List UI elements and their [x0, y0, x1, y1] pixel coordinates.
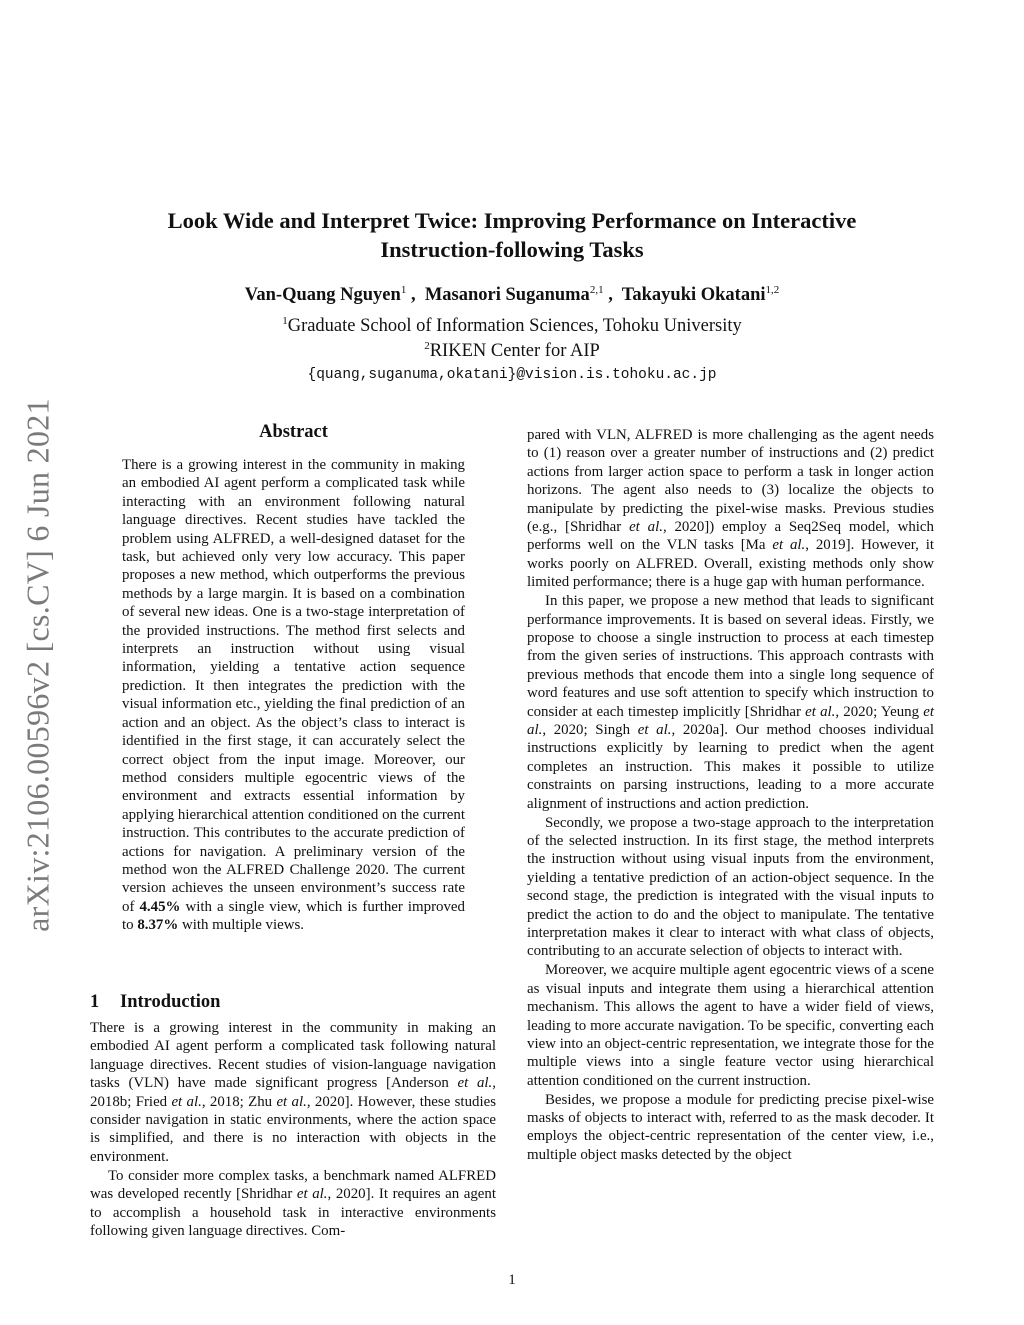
single-view-success-rate: 4.45% [139, 898, 181, 915]
author-list: Van-Quang Nguyen$^1$ , Masanori Suganuma$^{2,1}$ , Takayuki Okatani$^{1,2}$ [244, 284, 780, 306]
abstract-body [122, 456, 465, 935]
right-column-text [527, 426, 934, 1164]
affiliation-2 [100, 340, 924, 362]
author-email: {quang,suganuma,okatani}@vision.is.tohoku.ac.jp [307, 367, 717, 383]
left-column-introduction [90, 1019, 496, 1240]
right-paragraph-4: Moreover, we acquire multiple agent egocentric views of a scene as visual inputs and integrate them using a hierarchical attention mechanism. This allows the agent to have a wider field of views, leading to more accurate navigation. To be specific, converting each view into an object-centric representation, we integrate those for the multiple views into a single feature vector using hierarchical attention conditioned on the current instruction. [527, 962, 934, 1089]
intro-paragraph-2: To consider more complex tasks, a benchmark named ALFRED was developed recently [Shridhar et al., 2020]. It requires an agent to accomplish a household task in interactive environments following given language directives. Com- [90, 1167, 496, 1239]
paper-title-line-1: Look Wide and Interpret Twice: Improving Performance on Interactive [167, 208, 857, 233]
author-name: Van-Quang Nguyen [244, 285, 401, 306]
intro-paragraph-1: There is a growing interest in the community in making an embodied AI agent perform a complicated task following natural language directives. Recent studies of vision-language navigation tasks (VLN) have made significant progress [Anderson et al., 2018b; Fried et al., 2018; Zhu et al., 2020]. However, these studies consider navigation in static environments, where the action space is simplified, and there is no interaction with objects in the environment. [90, 1020, 496, 1165]
author-affil-mark: 1 [400, 284, 407, 296]
multi-view-success-rate: 8.37% [137, 917, 179, 934]
author-affil-mark: 1,2 [765, 284, 780, 296]
right-paragraph-5: Besides, we propose a module for predicting precise pixel-wise masks of objects to interact with, referred to as the mask decoder. It employs the object-centric representation of the center view, i.e., multiple object masks detected by the object [527, 1091, 934, 1163]
right-paragraph-2: In this paper, we propose a new method that leads to significant performance improvements. It is based on several ideas. Firstly, we propose to choose a single instruction to process at each timestep from the given series of instructions. This approach contrasts with previous methods that encode them into a single long sequence of word features and use soft attention to specify which instruction to consider at each timestep implicitly [Shridhar et al., 2020; Yeung et al., 2020; Singh et al., 2020a]. Our method chooses individual instructions explicitly by learning to predict when the agent completes an instruction. This makes it possible to utilize constraints on parsing instructions, leading to a more accurate alignment of instructions and action prediction. [527, 593, 934, 812]
author-affil-mark: 2,1 [589, 284, 604, 296]
author-name: Takayuki Okatani [621, 285, 766, 306]
abstract-paragraph: There is a growing interest in the community in making an embodied AI agent perform a complicated task while interacting with an environment following natural language directives. Recent studies have tackled the problem using ALFRED, a well-designed dataset for the task, but achieved only very low accuracy. This paper proposes a new method, which outperforms the previous methods by a large margin. It is based on a combination of several new ideas. One is a two-stage interpretation of the provided instructions. The method first selects and interprets an instruction without using visual information, yielding a tentative action sequence prediction. It then integrates the prediction with the visual information etc., yielding the final prediction of an action and an object. As the object’s class to interact is identified in the first stage, it can accurately select the correct object from the input image. Moreover, our method considers multiple egocentric views of the environment and extracts essential information by applying hierarchical attention conditioned on the current instruction. This contributes to the accurate prediction of actions for navigation. A preliminary version of the method won the ALFRED Challenge 2020. The current version achieves the unseen environment’s success rate of 4.45% with a single view, which is further improved to 8.37% with multiple views. [122, 457, 465, 934]
affiliation-text: Graduate School of Information Sciences, Tohoku University [287, 316, 742, 337]
affiliation-mark: 1 [282, 315, 288, 327]
section-title: Introduction [120, 992, 221, 1012]
paper-title-line-2: Instruction-following Tasks [380, 237, 644, 262]
affiliation-mark: 2 [424, 340, 430, 352]
right-paragraph-1: pared with VLN, ALFRED is more challenging as the agent needs to (1) reason over a greater number of instructions and (2) predict actions from larger action space to perform a task in longer action horizons. The agent also needs to (3) localize the objects to manipulate by predicting the pixel-wise masks. Previous studies (e.g., [Shridhar et al., 2020]) employ a Seq2Seq model, which performs well on the VLN tasks [Ma et al., 2019]. However, it works poorly on ALFRED. Overall, existing methods only show limited performance; there is a huge gap with human performance. [527, 427, 934, 591]
right-paragraph-3: Secondly, we propose a two-stage approach to the interpretation of the selected instruction. In its first stage, the method interprets the instruction without using visual inputs from the environment, yielding a tentative prediction of an action-object sequence. In the second stage, the prediction is integrated with the visual inputs to predict the action to do and the object to manipulate. The tentative interpretation makes it clear to interact with what class of objects, contributing to an accurate selection of objects to interact with. [527, 814, 934, 960]
arxiv-identifier-text: arXiv:2106.00596v2 [cs.CV] 6 Jun 2021 [19, 398, 56, 932]
affiliation-1 [100, 315, 924, 337]
page-number: 1 [508, 1272, 516, 1288]
arxiv-identifier-stamp [18, 370, 58, 960]
abstract-heading: Abstract [259, 422, 328, 442]
paper-title [100, 206, 924, 264]
section-heading-introduction [90, 992, 220, 1013]
author-name: Masanori Suganuma [424, 285, 590, 306]
affiliation-text: RIKEN Center for AIP [429, 341, 600, 362]
section-number: 1 [90, 992, 100, 1012]
